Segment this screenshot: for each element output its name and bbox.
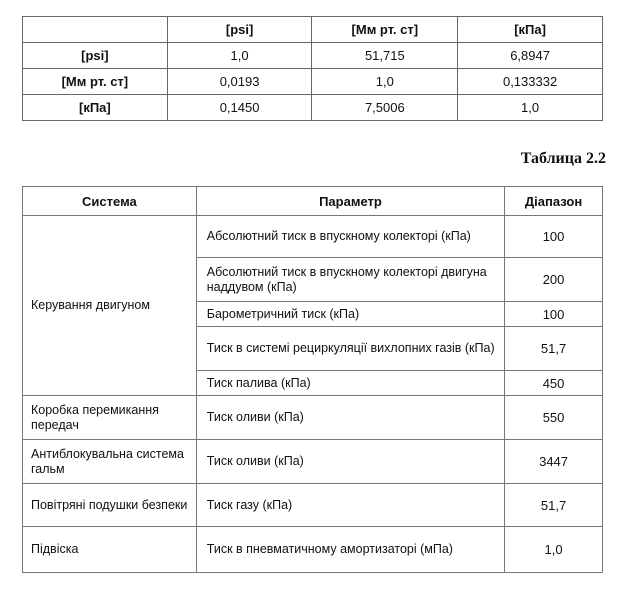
parameter-cell: Тиск газу (кПа) <box>196 484 504 527</box>
conversion-row-label: [Мм рт. ст] <box>23 69 168 95</box>
conversion-cell: 6,8947 <box>458 43 603 69</box>
conversion-cell: 1,0 <box>167 43 312 69</box>
parameter-cell: Тиск палива (кПа) <box>196 371 504 396</box>
conversion-header-cell: [кПа] <box>458 17 603 43</box>
conversion-header-cell <box>23 17 168 43</box>
conversion-header-row <box>23 17 603 43</box>
system-cell: Повітряні подушки безпеки <box>23 484 197 527</box>
conversion-cell: 7,5006 <box>312 95 458 121</box>
column-header-range: Діапазон <box>505 187 603 216</box>
conversion-row-label: [psi] <box>23 43 168 69</box>
range-cell: 1,0 <box>505 527 603 573</box>
table-row <box>23 440 603 484</box>
range-cell: 100 <box>505 216 603 258</box>
range-cell: 3447 <box>505 440 603 484</box>
range-cell: 550 <box>505 396 603 440</box>
system-cell: Підвіска <box>23 527 197 573</box>
table-row <box>23 216 603 258</box>
system-pressure-table <box>22 186 603 573</box>
parameter-cell: Тиск в пневматичному амортизаторі (мПа) <box>196 527 504 573</box>
table-row <box>23 527 603 573</box>
conversion-row <box>23 43 603 69</box>
conversion-cell: 0,1450 <box>167 95 312 121</box>
parameter-cell: Абсолютний тиск в впускному колекторі двигуна наддувом (кПа) <box>196 258 504 302</box>
conversion-row <box>23 69 603 95</box>
conversion-cell: 51,715 <box>312 43 458 69</box>
parameter-cell: Абсолютний тиск в впускному колекторі (кПа) <box>196 216 504 258</box>
table-row <box>23 484 603 527</box>
conversion-row-label: [кПа] <box>23 95 168 121</box>
column-header-system: Система <box>23 187 197 216</box>
table-row <box>23 396 603 440</box>
range-cell: 200 <box>505 258 603 302</box>
system-cell: Коробка перемикання передач <box>23 396 197 440</box>
table-caption: Таблица 2.2 <box>520 150 606 167</box>
column-header-parameter: Параметр <box>196 187 504 216</box>
system-header-row <box>23 187 603 216</box>
range-cell: 100 <box>505 302 603 327</box>
parameter-cell: Барометричний тиск (кПа) <box>196 302 504 327</box>
range-cell: 51,7 <box>505 484 603 527</box>
conversion-cell: 0,0193 <box>167 69 312 95</box>
conversion-cell: 0,133332 <box>458 69 603 95</box>
conversion-cell: 1,0 <box>312 69 458 95</box>
conversion-cell: 1,0 <box>458 95 603 121</box>
parameter-cell: Тиск в системі рециркуляції вихлопних газів (кПа) <box>196 327 504 371</box>
conversion-header-cell: [psi] <box>167 17 312 43</box>
pressure-conversion-table <box>22 16 603 121</box>
parameter-cell: Тиск оливи (кПа) <box>196 440 504 484</box>
range-cell: 51,7 <box>505 327 603 371</box>
system-cell: Антиблокувальна система гальм <box>23 440 197 484</box>
parameter-cell: Тиск оливи (кПа) <box>196 396 504 440</box>
range-cell: 450 <box>505 371 603 396</box>
system-cell-engine: Керування двигуном <box>23 216 197 396</box>
conversion-header-cell: [Мм рт. ст] <box>312 17 458 43</box>
conversion-row <box>23 95 603 121</box>
